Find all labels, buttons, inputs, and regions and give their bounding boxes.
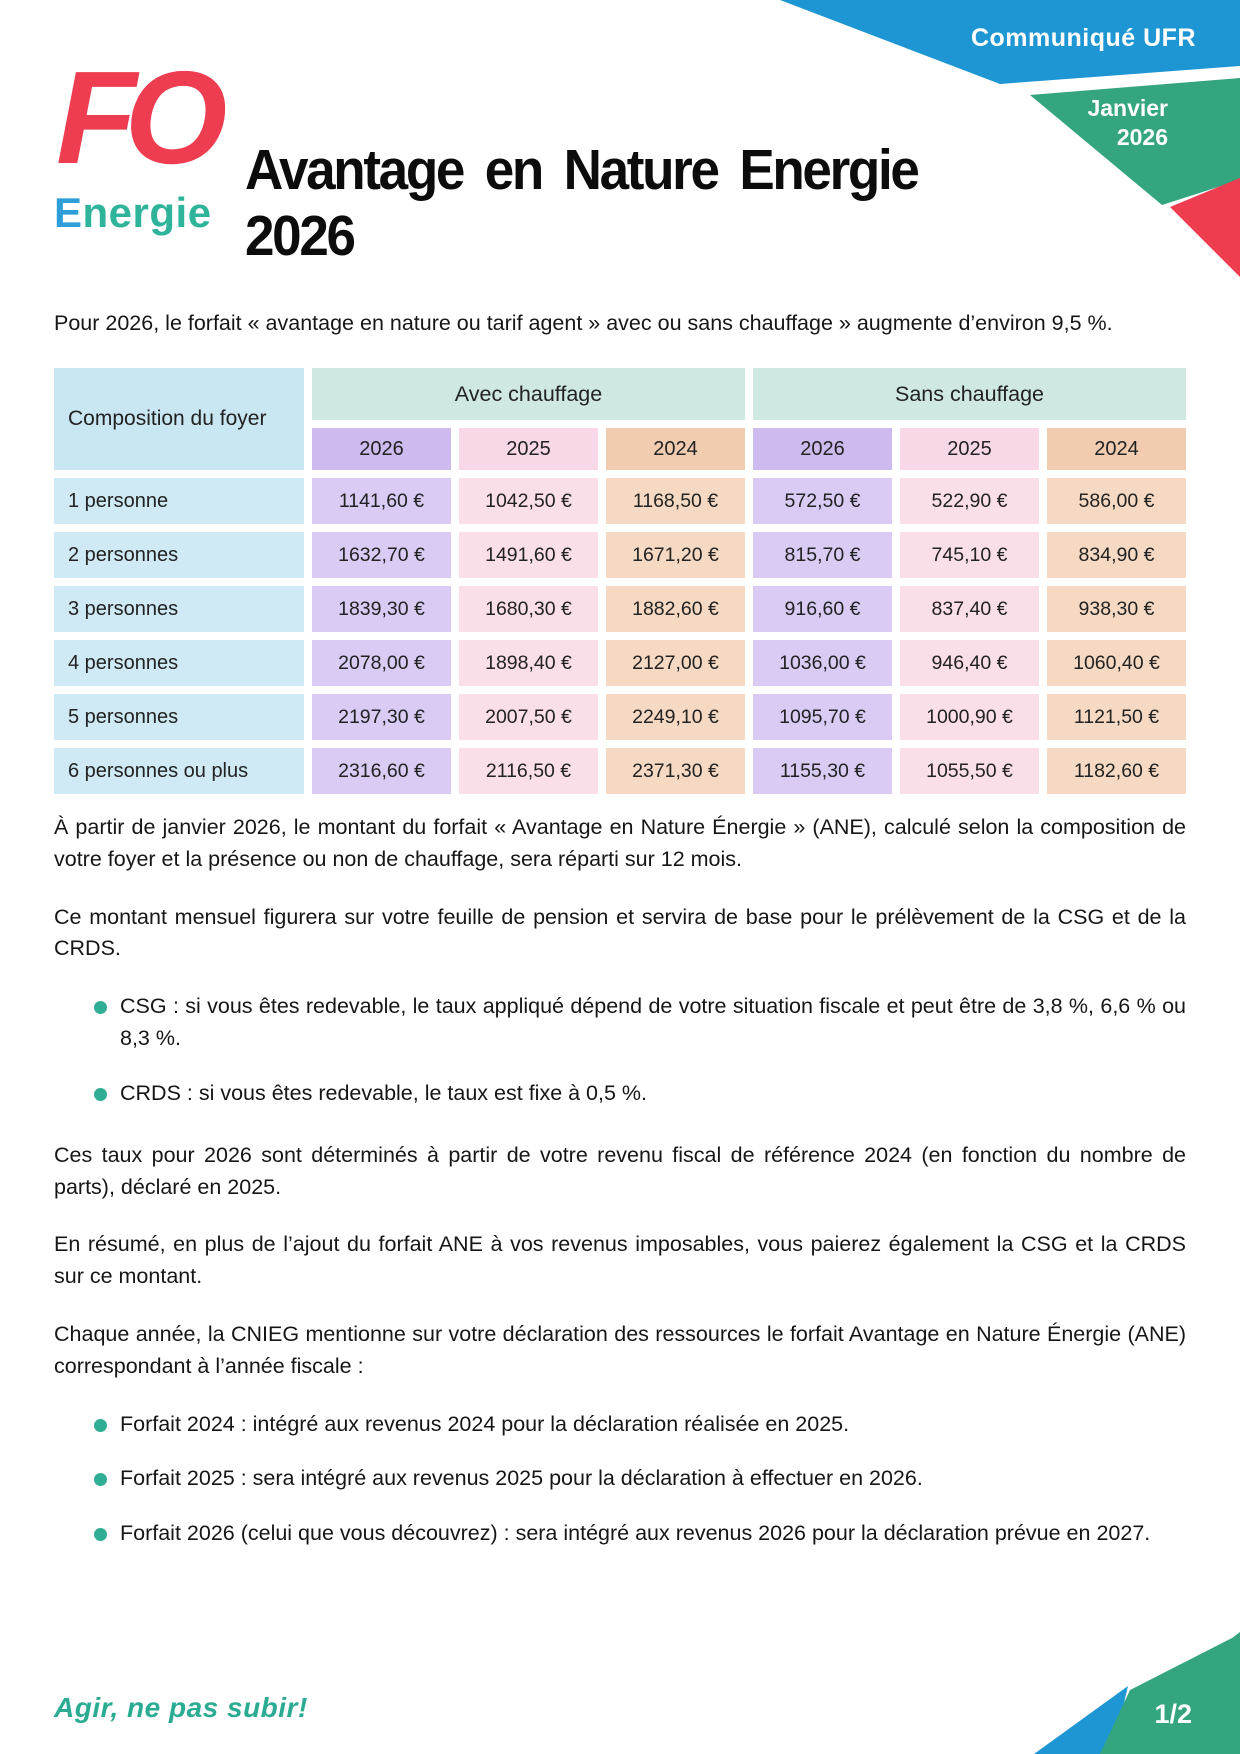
row-label: 2 personnes [54,532,304,578]
logo-energie-rest: nergie [82,189,212,236]
table-value: 1491,60 € [459,532,598,578]
paragraph-resume: En résumé, en plus de l’ajout du forfait ANE à vos revenus imposables, vous paierez également la CSG et la CRDS sur ce montant. [54,1232,1186,1289]
table-value: 1671,20 € [606,532,745,578]
row-label: 3 personnes [54,586,304,632]
year-header: 2024 [1047,428,1186,470]
table-value: 1839,30 € [312,586,451,632]
table-value: 938,30 € [1047,586,1186,632]
table-value: 1898,40 € [459,640,598,686]
table-value: 1141,60 € [312,478,451,524]
ane-rates-table [54,368,1186,794]
paragraph-taux-2026: Ces taux pour 2026 sont déterminés à partir de votre revenu fiscal de référence 2024 (en fonction du nombre de parts), déclaré en 2025. [54,1142,1186,1199]
row-label: 5 personnes [54,694,304,740]
intro-paragraph: Pour 2026, le forfait « avantage en nature ou tarif agent » avec ou sans chauffage » augmente d’environ 9,5 %. [54,310,1113,335]
bullet-text-csg: CSG : si vous êtes redevable, le taux appliqué dépend de votre situation fiscale et peut être de 3,8 %, 6,6 % ou 8,3 %. [120,994,1186,1051]
table-corner-header: Composition du foyer [54,368,304,470]
table-value: 522,90 € [900,478,1039,524]
bullet-dot-icon [94,1088,107,1101]
table-value: 2116,50 € [459,748,598,794]
table-value: 745,10 € [900,532,1039,578]
list-item [54,1518,1186,1550]
bullet-dot-icon [94,1473,107,1486]
table-value: 1168,50 € [606,478,745,524]
table-value: 2371,30 € [606,748,745,794]
year-header: 2025 [900,428,1039,470]
date-year: 2026 [1116,123,1168,150]
tax-bullet-list [54,991,1186,1109]
table-value: 2127,00 € [606,640,745,686]
row-label: 1 personne [54,478,304,524]
body-copy [54,812,1186,1580]
row-label: 4 personnes [54,640,304,686]
bullet-text-forfait-2024: Forfait 2024 : intégré aux revenus 2024 pour la déclaration réalisée en 2025. [120,1411,850,1436]
table-value: 946,40 € [900,640,1039,686]
paragraph-pension: Ce montant mensuel figurera sur votre feuille de pension et servira de base pour le prélèvement de la CSG et de la CRDS. [54,904,1186,961]
table-value: 586,00 € [1047,478,1186,524]
table-value: 1121,50 € [1047,694,1186,740]
date-banner [1087,94,1168,152]
table-value: 2007,50 € [459,694,598,740]
bullet-dot-icon [94,1001,107,1014]
table-value: 1182,60 € [1047,748,1186,794]
row-label: 6 personnes ou plus [54,748,304,794]
bullet-text-forfait-2026: Forfait 2026 (celui que vous découvrez) : sera intégré aux revenus 2026 pour la déclaration prévue en 2027. [120,1521,1151,1546]
table-value: 2078,00 € [312,640,451,686]
fo-energie-logo-text [54,189,212,236]
slogan-text: Agir, ne pas subir! [54,1692,308,1723]
year-header: 2026 [312,428,451,470]
table-value: 1095,70 € [753,694,892,740]
forfait-bullet-list [54,1409,1186,1550]
bullet-dot-icon [94,1528,107,1541]
year-header: 2025 [459,428,598,470]
table-value: 2197,30 € [312,694,451,740]
communique-ufr-banner: Communiqué UFR [970,24,1196,52]
table-value: 1042,50 € [459,478,598,524]
table-value: 1155,30 € [753,748,892,794]
list-item [54,1078,1186,1110]
table-value: 1632,70 € [312,532,451,578]
table-value: 2249,10 € [606,694,745,740]
page-title [245,138,918,269]
table-group-header-sans-chauffage: Sans chauffage [753,368,1186,420]
table-value: 1036,00 € [753,640,892,686]
list-item [54,991,1186,1055]
table-value: 2316,60 € [312,748,451,794]
page-title-line1: Avantage en Nature Energie [245,138,918,202]
page-title-line2: 2026 [245,203,354,268]
paragraph-cnieg: Chaque année, la CNIEG mentionne sur votre déclaration des ressources le forfait Avantage en Nature Énergie (ANE) correspondant à l’année fiscale : [54,1321,1186,1378]
date-month: Janvier [1087,95,1168,121]
year-header: 2026 [753,428,892,470]
table-value: 1055,50 € [900,748,1039,794]
list-item [54,1409,1186,1441]
table-value: 834,90 € [1047,532,1186,578]
year-header: 2024 [606,428,745,470]
table-value: 815,70 € [753,532,892,578]
bullet-dot-icon [94,1419,107,1432]
logo-energie-first-letter: E [54,189,83,236]
bullet-text-forfait-2025: Forfait 2025 : sera intégré aux revenus 2025 pour la déclaration à effectuer en 2026. [120,1466,923,1491]
table-value: 1000,90 € [900,694,1039,740]
table-value: 837,40 € [900,586,1039,632]
list-item [54,1463,1186,1495]
footer-corner-shapes [0,1624,1240,1754]
table-group-header-avec-chauffage: Avec chauffage [312,368,745,420]
table-value: 1060,40 € [1047,640,1186,686]
fo-logo: FO [56,44,216,191]
table-value: 1882,60 € [606,586,745,632]
table-value: 916,60 € [753,586,892,632]
table-value: 572,50 € [753,478,892,524]
bullet-text-crds: CRDS : si vous êtes redevable, le taux est fixe à 0,5 %. [120,1080,648,1105]
paragraph-repartition: À partir de janvier 2026, le montant du forfait « Avantage en Nature Énergie » (ANE), calculé selon la composition de votre foyer et la présence ou non de chauffage, sera réparti sur 12 mois. [54,815,1186,871]
page-number: 1/2 [1154,1699,1192,1729]
table-value: 1680,30 € [459,586,598,632]
